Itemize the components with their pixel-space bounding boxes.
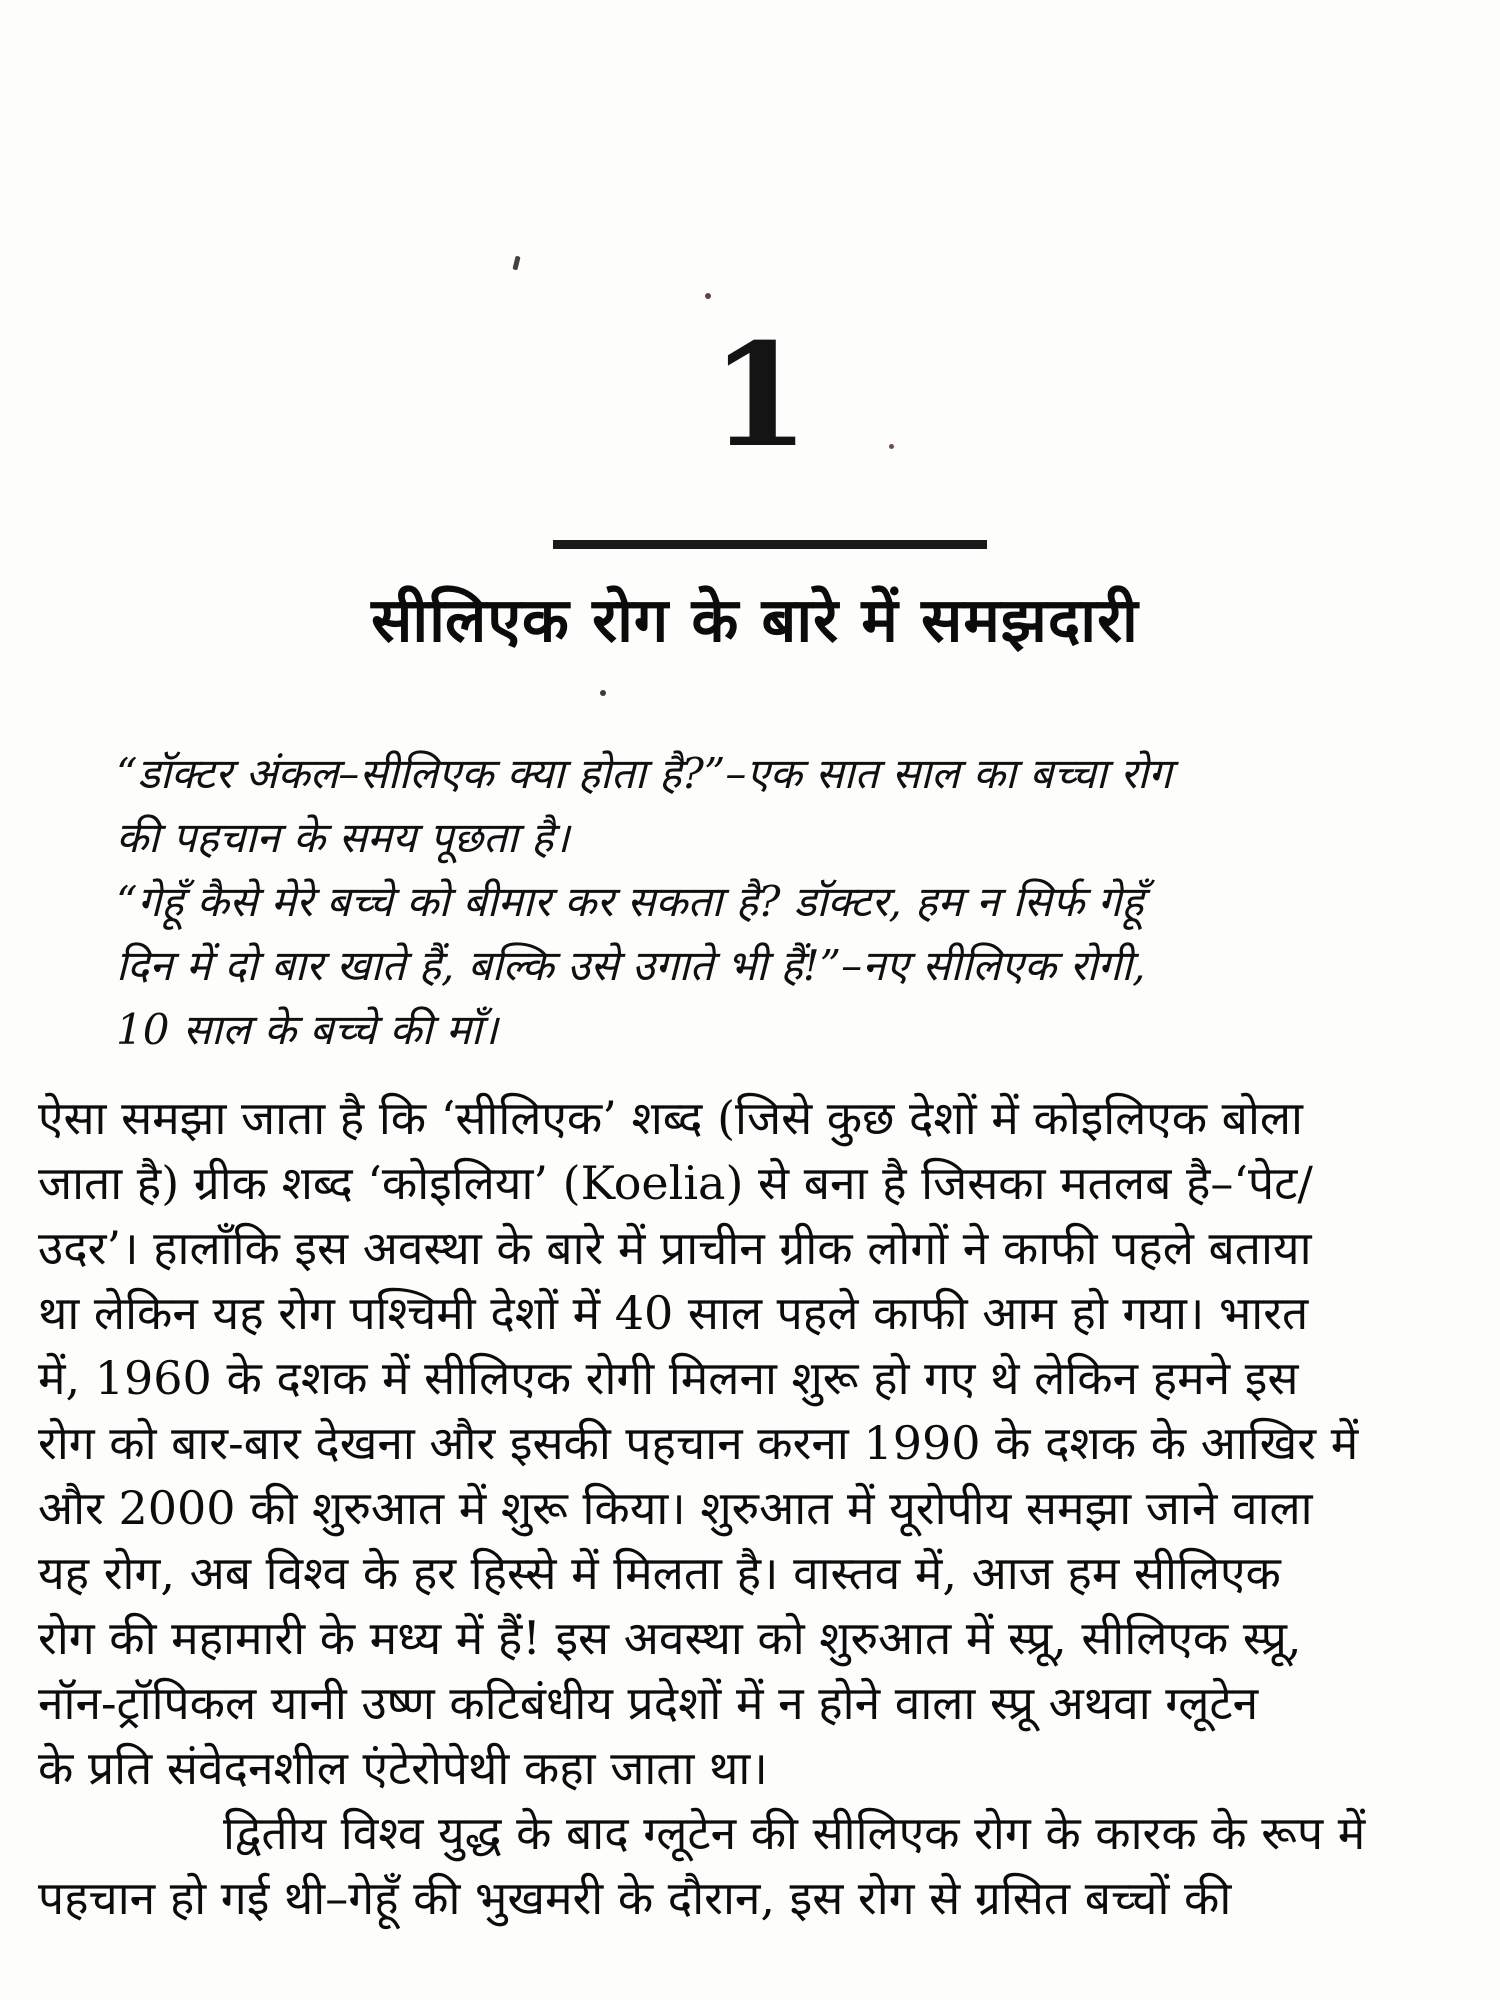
epigraph-line: 10 साल के बच्चे की माँ। [116,1005,498,1054]
epigraph-quote [116,742,1416,1062]
chapter-number: 1 [710,313,810,479]
epigraph-line: “गेहूँ कैसे मेरे बच्चे को बीमार कर सकता है? डॉक्टर, हम न सिर्फ गेहूँ [116,877,1144,926]
body-line: ऐसा समझा जाता है कि ‘सीलिएक’ शब्द (जिसे कुछ देशों में कोइलिएक बोला [38,1091,1303,1145]
body-line: जाता है) ग्रीक शब्द ‘कोइलिया’ (Koelia) से बना है जिसका मतलब है–‘पेट/ [38,1156,1313,1210]
body-line: में, 1960 के दशक में सीलिएक रोगी मिलना शुरू हो गए थे लेकिन हमने इस [38,1351,1299,1405]
body-line: रोग की महामारी के मध्य में हैं! इस अवस्था को शुरुआत में स्प्रू, सीलिएक स्प्रू, [38,1611,1302,1665]
chapter-title: सीलिएक रोग के बारे में समझदारी [371,585,1139,656]
scan-speck [705,293,711,299]
body-line: उदर’। हालाँकि इस अवस्था के बारे में प्राचीन ग्रीक लोगों ने काफी पहले बताया [38,1221,1312,1275]
body-line: रोग को बार-बार देखना और इसकी पहचान करना 1990 के दशक के आखिर में [38,1416,1359,1470]
epigraph-line: “डॉक्टर अंकल–सीलिएक क्या होता है?”–एक सात साल का बच्चा रोग [116,749,1172,798]
body-line: नॉन-ट्रॉपिकल यानी उष्ण कटिबंधीय प्रदेशों में न होने वाला स्प्रू अथवा ग्लूटेन [38,1676,1259,1730]
chapter-divider-rule [553,540,987,549]
body-text [38,1086,1473,1931]
body-line: था लेकिन यह रोग पश्चिमी देशों में 40 साल पहले काफी आम हो गया। भारत [38,1286,1309,1340]
body-line: द्वितीय विश्व युद्ध के बाद ग्लूटेन की सीलिएक रोग के कारक के रूप में [223,1806,1366,1860]
scan-speck [512,256,520,271]
body-line: यह रोग, अब विश्व के हर हिस्से में मिलता है। वास्तव में, आज हम सीलिएक [38,1546,1281,1600]
body-line: और 2000 की शुरुआत में शुरू किया। शुरुआत में यूरोपीय समझा जाने वाला [38,1481,1313,1535]
body-line: पहचान हो गई थी–गेहूँ की भुखमरी के दौरान, इस रोग से ग्रसित बच्चों की [38,1871,1232,1925]
scan-speck [600,690,606,696]
epigraph-line: दिन में दो बार खाते हैं, बल्कि उसे उगाते भी हैं!”–नए सीलिएक रोगी, [116,941,1146,990]
body-line: के प्रति संवेदनशील एंटेरोपेथी कहा जाता था। [38,1741,768,1795]
epigraph-line: की पहचान के समय पूछता है। [116,813,570,862]
